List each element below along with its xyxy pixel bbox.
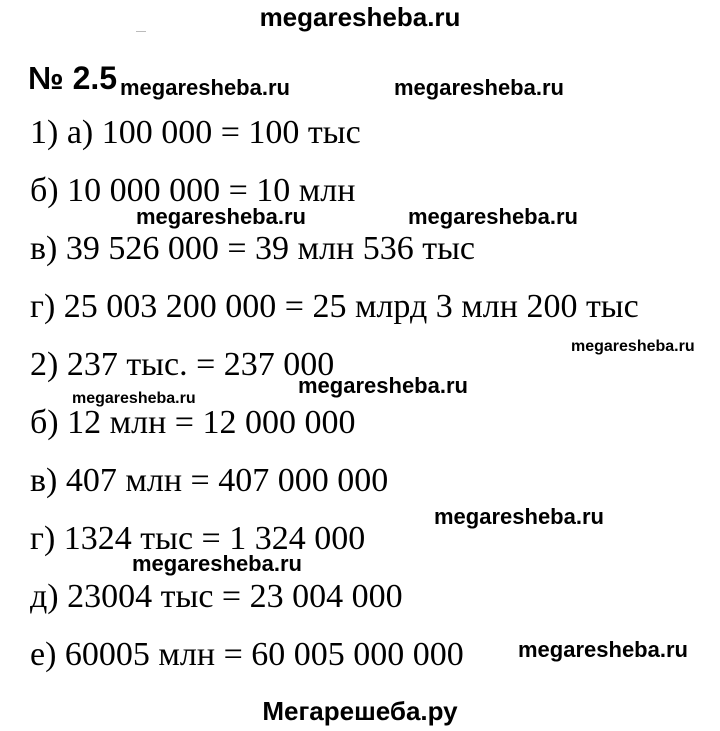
solution-line-1b: б) 10 000 000 = 10 млн [30,172,356,209]
watermark: megaresheba.ru [298,373,468,398]
problem-number: № 2.5 [28,60,118,96]
solution-line-1g: г) 25 003 200 000 = 25 млрд 3 млн 200 тыс [30,288,639,325]
solution-line-2g: г) 1324 тыс = 1 324 000 [30,520,366,557]
watermark: megaresheba.ru [394,75,564,100]
site-header: megaresheba.ru [259,2,461,32]
solution-line-1v: в) 39 526 000 = 39 млн 536 тыс [30,230,476,267]
scan-artifact [136,31,146,32]
solution-line-1a: 1) а) 100 000 = 100 тыс [30,114,361,151]
watermark: megaresheba.ru [120,75,290,100]
watermark: megaresheba.ru [518,637,688,662]
solution-line-2b: б) 12 млн = 12 000 000 [30,404,356,441]
solution-line-2v: в) 407 млн = 407 000 000 [30,462,389,499]
watermark: megaresheba.ru [434,504,604,529]
solution-line-2e: е) 60005 млн = 60 005 000 000 [30,636,464,673]
watermark: megaresheba.ru [571,338,695,355]
solution-line-2a: 2) 237 тыс. = 237 000 [30,346,335,383]
watermark: megaresheba.ru [72,390,196,407]
watermark: megaresheba.ru [136,204,306,229]
site-footer: Мегарешеба.ру [262,696,458,726]
solution-line-2d: д) 23004 тыс = 23 004 000 [30,578,403,615]
watermark: megaresheba.ru [132,551,302,576]
watermark: megaresheba.ru [408,204,578,229]
